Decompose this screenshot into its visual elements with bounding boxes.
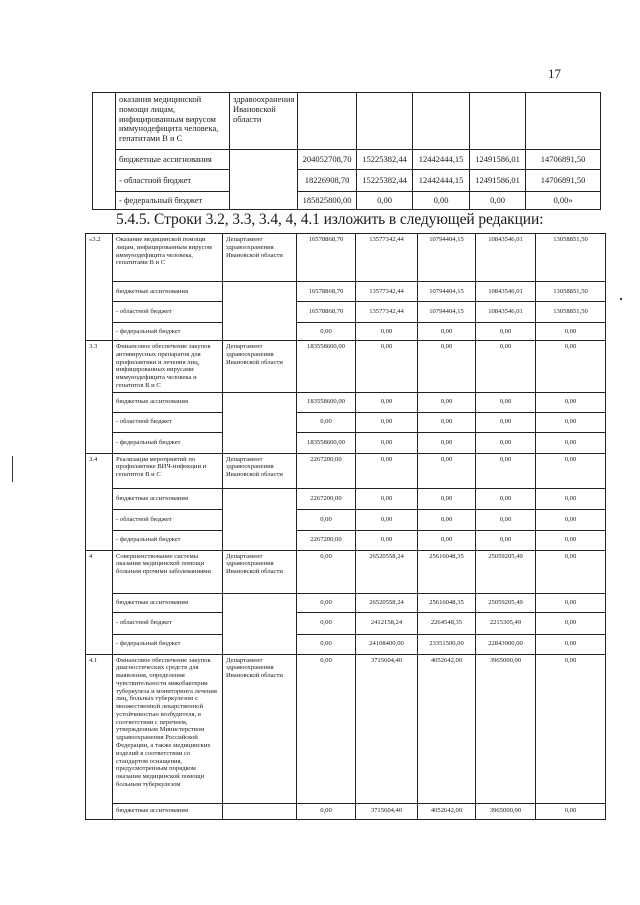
value-cell: 2412158,24 bbox=[356, 612, 418, 634]
table-row bbox=[86, 634, 606, 654]
value-cell: 0,00 bbox=[476, 453, 536, 488]
row-label: бюджетные ассигнования bbox=[113, 282, 223, 302]
value-cell: 0,00 bbox=[356, 432, 418, 453]
value-cell: 13577342,44 bbox=[356, 282, 418, 302]
value-cell: 16578868,70 bbox=[297, 234, 356, 282]
dept-cell-empty bbox=[223, 803, 297, 819]
value-cell: 0,00 bbox=[476, 509, 536, 530]
row-label: - федеральный бюджет bbox=[113, 530, 223, 550]
value-cell: 0,00 bbox=[356, 412, 418, 432]
row-number: 4 bbox=[86, 550, 113, 654]
value-cell: 0,00 bbox=[418, 453, 476, 488]
value-cell: 0,00 bbox=[356, 509, 418, 530]
value-cell: 183558600,00 bbox=[297, 341, 356, 393]
budget-table-main bbox=[85, 233, 606, 820]
value-cell: 0,00 bbox=[476, 432, 536, 453]
table-row bbox=[86, 593, 606, 612]
row-label: бюджетные ассигнования bbox=[113, 803, 223, 819]
value-cell bbox=[413, 93, 470, 150]
value-cell: 0,00 bbox=[297, 803, 356, 819]
value-cell: 13058851,50 bbox=[536, 282, 606, 302]
table-row bbox=[93, 170, 601, 192]
row-number: 3.4 bbox=[86, 453, 113, 550]
row-label: бюджетные ассигнования bbox=[113, 593, 223, 612]
value-cell: 0,00 bbox=[476, 323, 536, 341]
row-number: 3.3 bbox=[86, 341, 113, 454]
value-cell: 0,00 bbox=[297, 612, 356, 634]
value-cell: 0,00 bbox=[536, 550, 606, 593]
value-cell: 0,00 bbox=[536, 509, 606, 530]
page-number: 17 bbox=[548, 66, 561, 81]
row-label: - федеральный бюджет bbox=[116, 192, 230, 210]
row-title: Совершенствование системы оказания медицинской помощи больным прочими заболеваниями bbox=[113, 550, 223, 593]
dept-cell: Департамент здравоохранения Ивановской области bbox=[223, 550, 297, 593]
value-cell: 0,00 bbox=[356, 392, 418, 412]
value-cell: 0,00 bbox=[476, 412, 536, 432]
value-cell bbox=[357, 93, 413, 150]
value-cell: 2267200,00 bbox=[297, 453, 356, 488]
value-cell: 0,00 bbox=[413, 192, 470, 210]
dept-cell-empty bbox=[223, 392, 297, 453]
dept-cell-empty bbox=[230, 150, 298, 210]
section-heading: 5.4.5. Строки 3.2, 3.3, 3.4, 4, 4.1 изложить в следующей редакции: bbox=[116, 211, 544, 228]
value-cell: 16578868,70 bbox=[297, 302, 356, 323]
value-cell: 0,00 bbox=[476, 341, 536, 393]
value-cell: 0,00 bbox=[536, 593, 606, 612]
value-cell: 0,00 bbox=[536, 488, 606, 509]
value-cell: 0,00 bbox=[536, 612, 606, 634]
value-cell: 0,00 bbox=[297, 509, 356, 530]
value-cell: 26520558,24 bbox=[356, 593, 418, 612]
table-row bbox=[86, 612, 606, 634]
value-cell: 0,00 bbox=[418, 412, 476, 432]
dept-cell-empty bbox=[223, 488, 297, 550]
value-cell: 23351500,00 bbox=[418, 634, 476, 654]
row-label: оказания медицинской помощи лицам, инфицированным вирусом иммунодефицита человека, гепатитами В и С bbox=[116, 93, 230, 150]
row-label: - федеральный бюджет bbox=[113, 634, 223, 654]
row-number: «3.2 bbox=[86, 234, 113, 341]
value-cell: 0,00 bbox=[536, 392, 606, 412]
table-row bbox=[86, 392, 606, 412]
table-row bbox=[86, 654, 606, 803]
value-cell: 12442444,15 bbox=[413, 150, 470, 170]
value-cell: 0,00 bbox=[536, 803, 606, 819]
dept-cell-empty bbox=[223, 282, 297, 341]
value-cell: 25616048,35 bbox=[418, 593, 476, 612]
value-cell: 0,00 bbox=[357, 192, 413, 210]
value-cell: 0,00 bbox=[356, 530, 418, 550]
dept-cell: Департамент здравоохранения Ивановской области bbox=[223, 234, 297, 282]
value-cell: 0,00 bbox=[536, 453, 606, 488]
row-title: Реализация мероприятий по профилактике ВИЧ-инфекции и гепатитов В и С bbox=[113, 453, 223, 488]
value-cell: 3965000,00 bbox=[476, 803, 536, 819]
value-cell: 0,00» bbox=[526, 192, 601, 210]
value-cell bbox=[298, 93, 357, 150]
value-cell: 0,00 bbox=[536, 341, 606, 393]
row-label: - областной бюджет bbox=[113, 612, 223, 634]
table-row bbox=[86, 453, 606, 488]
value-cell: 0,00 bbox=[418, 509, 476, 530]
scan-mark bbox=[12, 456, 13, 482]
table-row bbox=[93, 192, 601, 210]
value-cell: 25616048,35 bbox=[418, 550, 476, 593]
dept-cell: здравоохранения Ивановской области bbox=[230, 93, 298, 150]
value-cell: 0,00 bbox=[536, 432, 606, 453]
value-cell: 10794404,15 bbox=[418, 234, 476, 282]
value-cell: 0,00 bbox=[418, 341, 476, 393]
row-number-cell bbox=[93, 93, 116, 210]
value-cell: 0,00 bbox=[297, 412, 356, 432]
value-cell: 12442444,15 bbox=[413, 170, 470, 192]
table-row bbox=[86, 282, 606, 302]
table-row bbox=[86, 488, 606, 509]
value-cell: 0,00 bbox=[418, 323, 476, 341]
value-cell: 0,00 bbox=[418, 530, 476, 550]
value-cell: 3715604,40 bbox=[356, 803, 418, 819]
value-cell: 0,00 bbox=[297, 550, 356, 593]
table-row bbox=[86, 530, 606, 550]
table-row bbox=[93, 93, 601, 150]
value-cell: 10794404,15 bbox=[418, 302, 476, 323]
value-cell: 10843546,01 bbox=[476, 234, 536, 282]
row-title: Финансовое обеспечение закупок диагностических средств для выявления, определения чувствительности микобактерии туберкулеза и мониторинга лечения лиц, больных туберкулезом с множественной лекарственной устойчивостью возбудителя, в соответствии с перечнем, утвержденным Министерством здравоохранения Российской Федерации, а также медицинских изделий в соответствии со стандартом оснащения, предусмотренным порядком оказания медицинской помощи больным туберкулезом bbox=[113, 654, 223, 803]
value-cell: 0,00 bbox=[536, 323, 606, 341]
value-cell: 4052642,00 bbox=[418, 803, 476, 819]
row-label: - областной бюджет bbox=[116, 170, 230, 192]
value-cell: 3715604,40 bbox=[356, 654, 418, 803]
value-cell: 0,00 bbox=[476, 392, 536, 412]
row-label: бюджетные ассигнования bbox=[113, 392, 223, 412]
value-cell: 4052642,00 bbox=[418, 654, 476, 803]
value-cell: 0,00 bbox=[536, 634, 606, 654]
scan-mark bbox=[620, 298, 622, 300]
value-cell: 12491586,01 bbox=[470, 170, 526, 192]
value-cell: 2267200,00 bbox=[297, 488, 356, 509]
table-row bbox=[93, 150, 601, 170]
value-cell: 26520558,24 bbox=[356, 550, 418, 593]
table-row bbox=[86, 323, 606, 341]
budget-table-continued bbox=[92, 92, 601, 210]
value-cell: 15225382,44 bbox=[357, 150, 413, 170]
dept-cell-empty bbox=[223, 593, 297, 654]
value-cell: 22843900,00 bbox=[476, 634, 536, 654]
value-cell: 0,00 bbox=[476, 530, 536, 550]
row-label: - федеральный бюджет bbox=[113, 432, 223, 453]
value-cell: 3965000,00 bbox=[476, 654, 536, 803]
row-label: - федеральный бюджет bbox=[113, 323, 223, 341]
value-cell: 10794404,15 bbox=[418, 282, 476, 302]
value-cell: 183558600,00 bbox=[297, 392, 356, 412]
value-cell: 10843546,01 bbox=[476, 282, 536, 302]
value-cell: 10843546,01 bbox=[476, 302, 536, 323]
value-cell: 0,00 bbox=[297, 323, 356, 341]
row-label: бюджетные ассигнования bbox=[113, 488, 223, 509]
value-cell: 0,00 bbox=[536, 654, 606, 803]
dept-cell: Департамент здравоохранения Ивановской области bbox=[223, 654, 297, 803]
table-row bbox=[86, 803, 606, 819]
row-title: Оказание медицинской помощи лицам, инфицированным вирусом иммунодефицита человека, гепатитами В и С bbox=[113, 234, 223, 282]
value-cell: 0,00 bbox=[356, 323, 418, 341]
value-cell: 14706891,50 bbox=[526, 150, 601, 170]
table-row bbox=[86, 550, 606, 593]
value-cell: 0,00 bbox=[536, 530, 606, 550]
dept-cell: Департамент здравоохранения Ивановской области bbox=[223, 341, 297, 393]
value-cell bbox=[526, 93, 601, 150]
value-cell: 2215305,49 bbox=[476, 612, 536, 634]
value-cell: 0,00 bbox=[297, 654, 356, 803]
row-number: 4.1 bbox=[86, 654, 113, 819]
value-cell: 0,00 bbox=[418, 432, 476, 453]
value-cell: 14706891,50 bbox=[526, 170, 601, 192]
table-row bbox=[86, 432, 606, 453]
table-row bbox=[86, 341, 606, 393]
value-cell: 12491586,01 bbox=[470, 150, 526, 170]
value-cell: 0,00 bbox=[356, 453, 418, 488]
value-cell: 13058851,50 bbox=[536, 302, 606, 323]
row-label: - областной бюджет bbox=[113, 412, 223, 432]
value-cell: 25059205,49 bbox=[476, 550, 536, 593]
table-row bbox=[86, 302, 606, 323]
value-cell: 2264548,35 bbox=[418, 612, 476, 634]
dept-cell: Департамент здравоохранения Ивановской области bbox=[223, 453, 297, 488]
row-label: - областной бюджет bbox=[113, 509, 223, 530]
value-cell: 183558600,00 bbox=[297, 432, 356, 453]
value-cell: 0,00 bbox=[536, 412, 606, 432]
table-row bbox=[86, 234, 606, 282]
value-cell bbox=[470, 93, 526, 150]
value-cell: 185825800,00 bbox=[298, 192, 357, 210]
value-cell: 2267200,00 bbox=[297, 530, 356, 550]
row-label: - областной бюджет bbox=[113, 302, 223, 323]
value-cell: 0,00 bbox=[356, 341, 418, 393]
value-cell: 0,00 bbox=[470, 192, 526, 210]
value-cell: 0,00 bbox=[356, 488, 418, 509]
row-label: бюджетные ассигнования bbox=[116, 150, 230, 170]
value-cell: 18226908,70 bbox=[298, 170, 357, 192]
value-cell: 0,00 bbox=[418, 392, 476, 412]
table-row bbox=[86, 509, 606, 530]
value-cell: 13577342,44 bbox=[356, 234, 418, 282]
value-cell: 0,00 bbox=[297, 634, 356, 654]
table-row bbox=[86, 412, 606, 432]
value-cell: 0,00 bbox=[418, 488, 476, 509]
value-cell: 24108400,00 bbox=[356, 634, 418, 654]
value-cell: 25059205,49 bbox=[476, 593, 536, 612]
value-cell: 15225382,44 bbox=[357, 170, 413, 192]
row-title: Финансовое обеспечение закупок антивирусных препаратов для профилактики и лечения лиц, инфицированных вирусами иммунодефицита человека и гепатитов В и С bbox=[113, 341, 223, 393]
value-cell: 16578868,70 bbox=[297, 282, 356, 302]
value-cell: 0,00 bbox=[297, 593, 356, 612]
value-cell: 13058851,50 bbox=[536, 234, 606, 282]
value-cell: 0,00 bbox=[476, 488, 536, 509]
value-cell: 13577342,44 bbox=[356, 302, 418, 323]
value-cell: 204052708,70 bbox=[298, 150, 357, 170]
